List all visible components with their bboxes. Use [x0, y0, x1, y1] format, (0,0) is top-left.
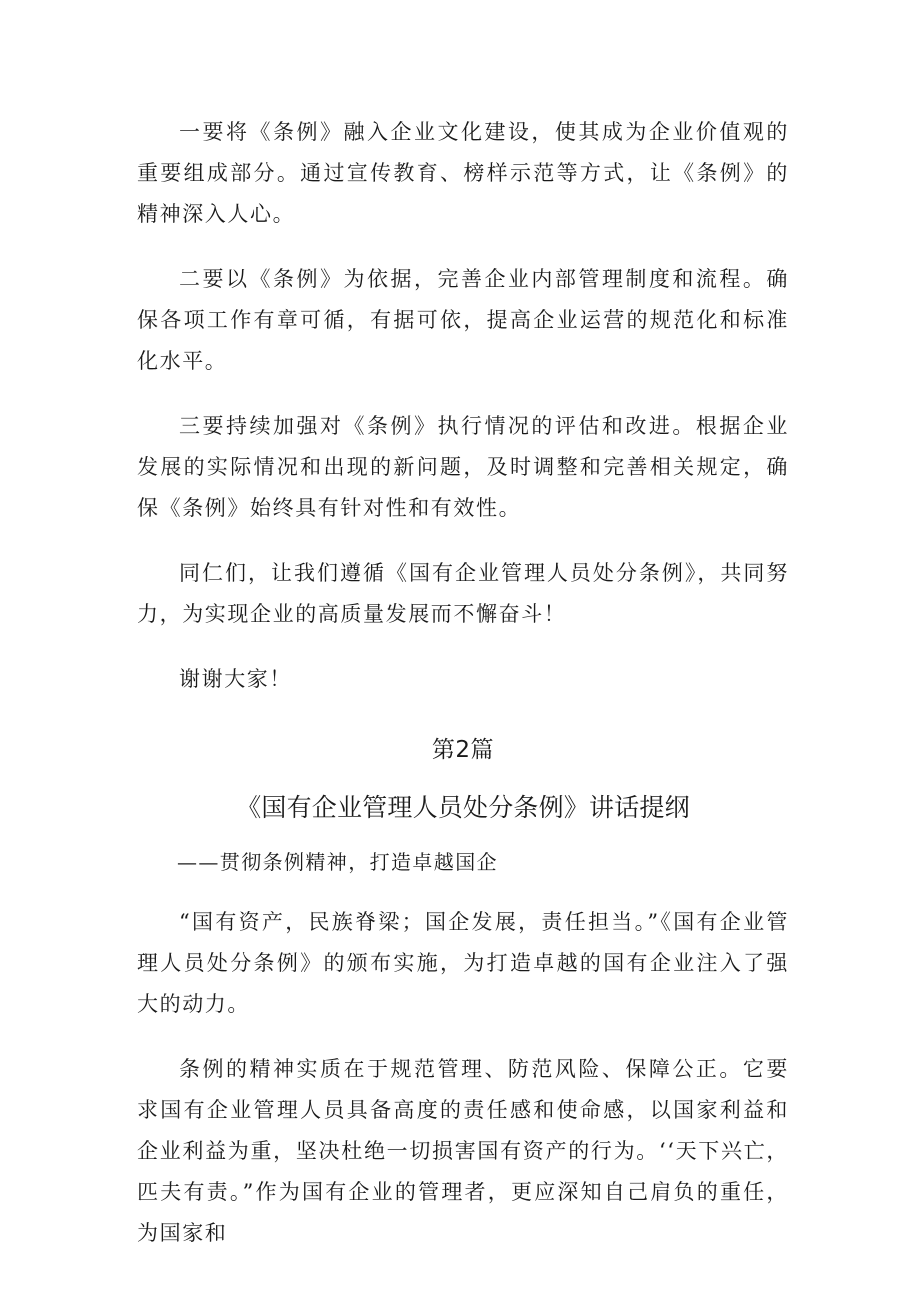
- paragraph-thanks: 谢谢大家！: [179, 667, 292, 691]
- paragraph-1: 一要将《条例》融入企业文化建设，使其成为企业价值观的重要组成部分。通过宣传教育、榜样示范等方式，让《条例》的精神深入人心。: [137, 120, 789, 226]
- document-body: [137, 112, 789, 1278]
- paragraph-4: 同仁们，让我们遵循《国有企业管理人员处分条例》，共同努力，为实现企业的高质量发展而不懈奋斗！: [137, 561, 789, 626]
- paragraph-3: 三要持续加强对《条例》执行情况的评估和改进。根据企业发展的实际情况和出现的新问题，及时调整和完善相关规定，确保《条例》始终具有针对性和有效性。: [137, 414, 789, 520]
- section-number: 第2篇: [431, 737, 495, 763]
- paragraph-2: 二要以《条例》为依据，完善企业内部管理制度和流程。确保各项工作有章可循，有据可依，提高企业运营的规范化和标准化水平。: [137, 267, 789, 373]
- paragraph-5: “国有资产，民族脊梁；国企发展，责任担当。”《国有企业管理人员处分条例》的颁布实施，为打造卓越的国有企业注入了强大的动力。: [137, 910, 789, 1016]
- paragraph-6: 条例的精神实质在于规范管理、防范风险、保障公正。它要求国有企业管理人员具备高度的责任感和使命感，以国家利益和企业利益为重，坚决杜绝一切损害国有资产的行为。‘‘天下兴亡，匹夫有责。”作为国有企业的管理者，更应深知自己肩负的重任，为国家和: [137, 1057, 789, 1245]
- article-subtitle: ——贯彻条例精神，打造卓越国企: [177, 850, 498, 874]
- article-title: 《国有企业管理人员处分条例》讲话提纲: [236, 793, 690, 822]
